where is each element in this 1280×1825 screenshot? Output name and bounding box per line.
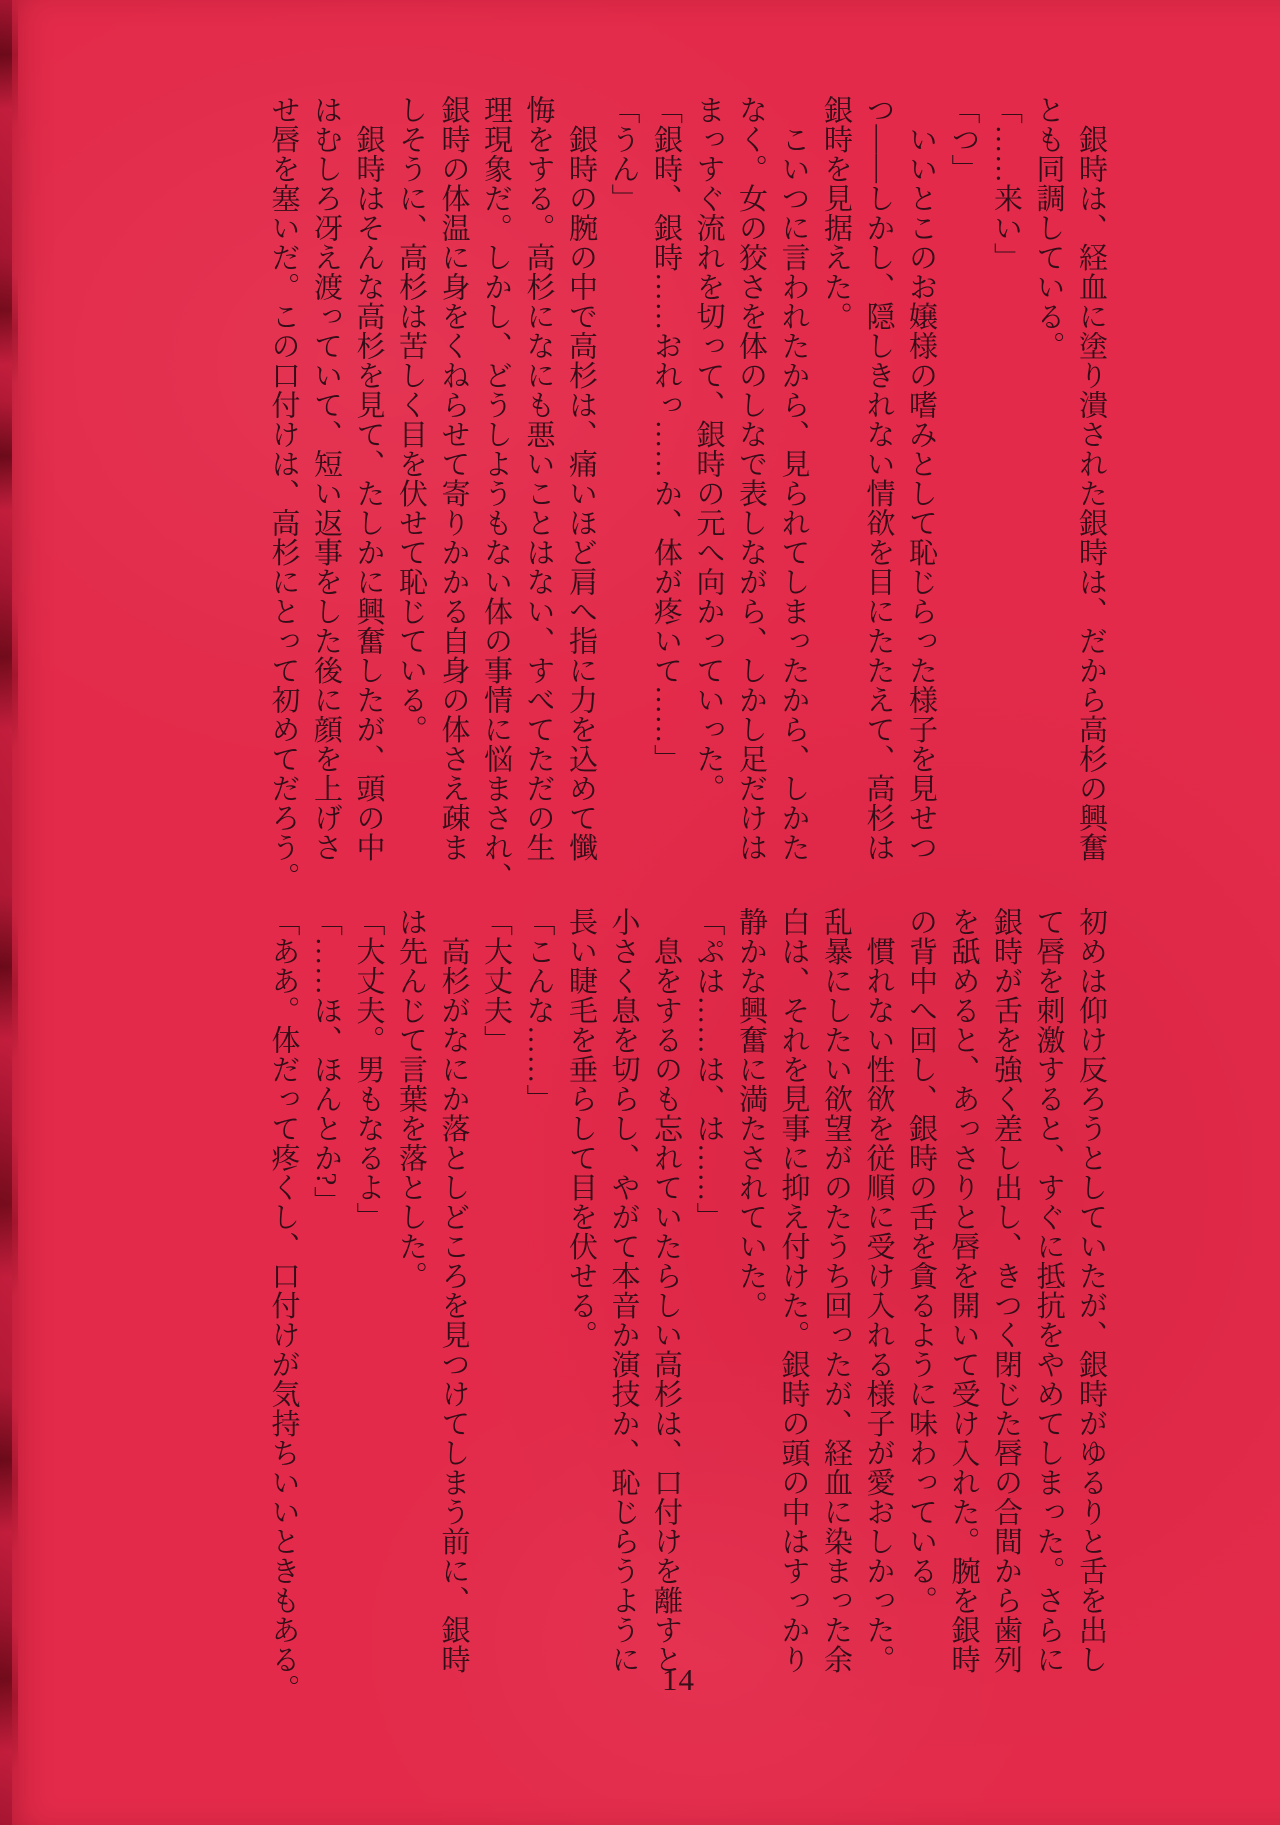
text-line: なく。女の狡さを体のしなで表しながら、しかし足だけは [735, 95, 767, 862]
text-line: はむしろ冴え渡っていて、短い返事をした後に顔を上げさ [310, 95, 342, 862]
text-line: 銀時が舌を強く差し出し、きつく閉じた唇の合間から歯列 [990, 907, 1022, 1674]
text-line: 「うん」 [607, 95, 640, 213]
text-line: こいつに言われたから、見られてしまったから、しかた [777, 95, 810, 862]
text-line: 銀時はそんな高杉を見て、たしかに興奮したが、頭の中 [352, 95, 385, 862]
text-line: 慣れない性欲を従順に受け入れる様子が愛おしかった。 [862, 907, 895, 1674]
text-line: 息をするのも忘れていたらしい高杉は、口付けを離すと [650, 907, 682, 1674]
text-line: 「……来い」 [990, 95, 1022, 272]
text-line: 「……ほ、ほんとか?」 [310, 907, 342, 1216]
bottom-text-block [262, 907, 1112, 1704]
text-line: 「大丈夫」 [480, 907, 512, 1055]
text-line: 「銀時、銀時……おれっ……か、体が疼いて……」 [650, 95, 682, 774]
text-line: 乱暴にしたい欲望がのたうち回ったが、経血に染まった余 [820, 907, 852, 1674]
text-line: 「ぷは……は、は……」 [692, 907, 725, 1232]
text-line: まっすぐ流れを切って、銀時の元へ向かっていった。 [692, 95, 725, 803]
text-line: の背中へ回し、銀時の舌を貪るように味わっている。 [905, 907, 937, 1615]
text-line: 「ああ。体だって疼くし、口付けが気持ちいいときもある。 [267, 907, 300, 1704]
top-text-block [262, 95, 1112, 892]
text-line: て唇を刺激すると、すぐに抵抗をやめてしまった。さらに [1032, 907, 1065, 1674]
text-line: を舐めると、あっさりと唇を開いて受け入れた。腕を銀時 [947, 907, 980, 1674]
text-line: 高杉がなにか落としどころを見つけてしまう前に、銀時 [437, 907, 470, 1674]
text-line: 銀時は、経血に塗り潰された銀時は、だから高杉の興奮 [1075, 95, 1107, 862]
text-line: 静かな興奮に満たされていた。 [735, 907, 767, 1320]
text-line: 「つ」 [947, 95, 980, 184]
text-line: 銀時の体温に身をくねらせて寄りかかる自身の体さえ疎ま [437, 95, 470, 862]
text-line: いいとこのお嬢様の嗜みとして恥じらった様子を見せつ [905, 95, 937, 862]
page-number: 14 [662, 1662, 695, 1697]
text-line: つ——しかし、隠しきれない情欲を目にたたえて、高杉は [862, 95, 895, 862]
text-line: 理現象だ。しかし、どうしようもない体の事情に悩まされ、 [480, 95, 512, 892]
text-line: 悔をする。高杉になにも悪いことはない、すべてただの生 [522, 95, 555, 862]
text-line: 長い睫毛を垂らして目を伏せる。 [565, 907, 597, 1350]
text-line: 白は、それを見事に抑え付けた。銀時の頭の中はすっかり [777, 907, 810, 1674]
text-line: 小さく息を切らし、やがて本音か演技か、恥じらうように [607, 907, 640, 1674]
text-line: 銀時を見据えた。 [820, 95, 852, 331]
text-line: 「こんな……」 [522, 907, 555, 1114]
text-line: 「大丈夫。男もなるよ」 [352, 907, 385, 1232]
text-line: 初めは仰け反ろうとしていたが、銀時がゆるりと舌を出し [1075, 907, 1107, 1674]
page-edge [0, 0, 12, 1825]
text-line: は先んじて言葉を落とした。 [395, 907, 427, 1291]
page-edge-shadow [12, 0, 18, 1825]
text-line: せ唇を塞いだ。この口付けは、高杉にとって初めてだろう。 [267, 95, 300, 892]
text-line: とも同調している。 [1032, 95, 1065, 361]
text-line: しそうに、高杉は苦しく目を伏せて恥じている。 [395, 95, 427, 744]
text-line: 銀時の腕の中で高杉は、痛いほど肩へ指に力を込めて懺 [565, 95, 597, 862]
